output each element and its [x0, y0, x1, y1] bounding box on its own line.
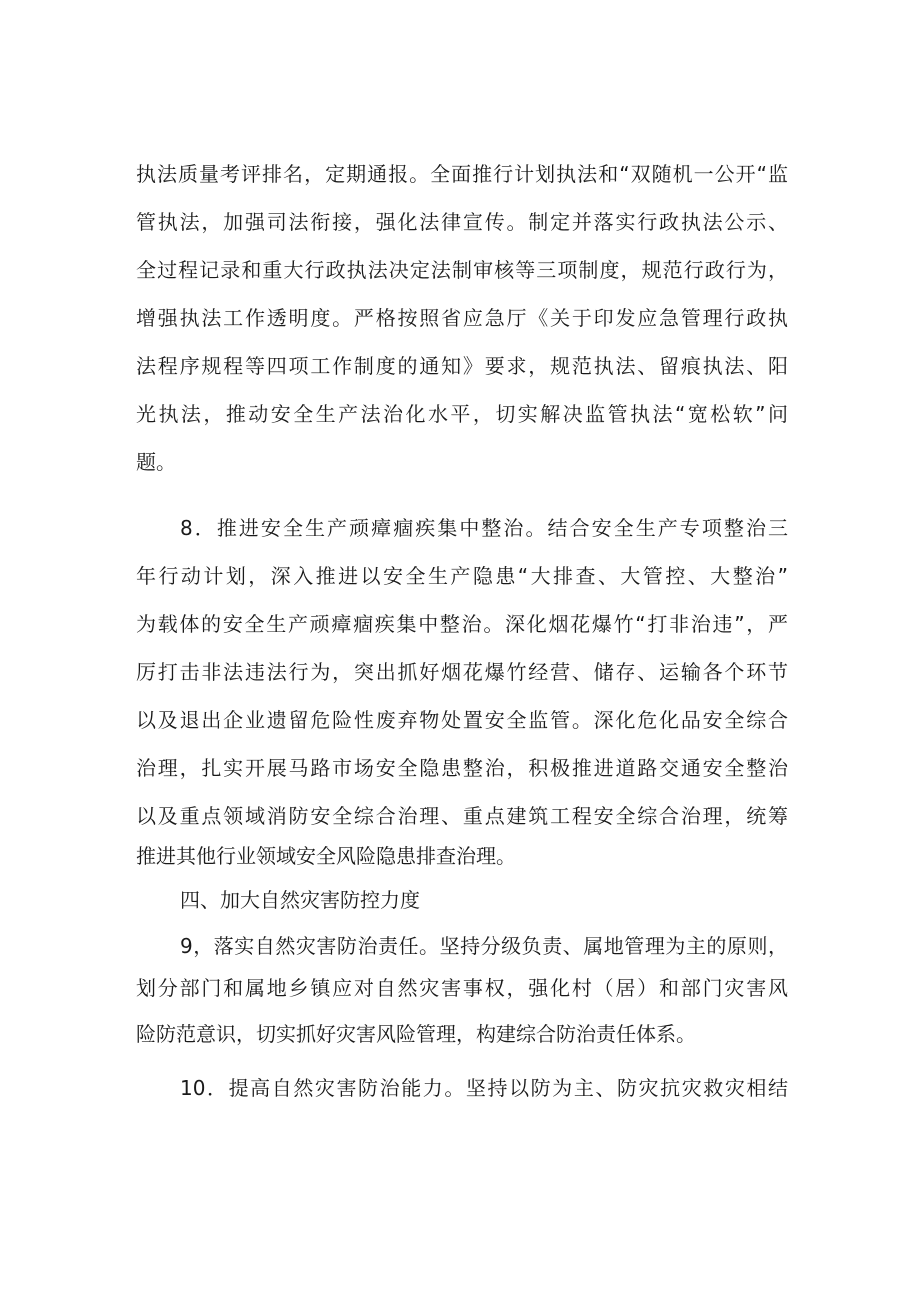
paragraph-2-line-3: 为载体的安全生产顽瘴痼疾集中整治。深化烟花爆竹“打非治违”，严	[136, 612, 788, 636]
paragraph-2-line-6: 治理，扎实开展马路市场安全隐患整治，积极推进道路交通安全整治	[136, 756, 788, 780]
paragraph-1-line-3: 全过程记录和重大行政执法决定法制审核等三项制度，规范行政行为，	[136, 258, 788, 282]
section-heading: 四、加大自然灾害防控力度	[180, 888, 420, 912]
paragraph-3-line-1: 9，落实自然灾害防治责任。坚持分级负责、属地管理为主的原则，	[180, 934, 788, 958]
paragraph-2-line-2: 年行动计划，深入推进以安全生产隐患“大排查、大管控、大整治”	[136, 564, 788, 588]
paragraph-1-line-4: 增强执法工作透明度。严格按照省应急厅《关于印发应急管理行政执	[136, 306, 788, 330]
paragraph-3-line-2: 划分部门和属地乡镇应对自然灾害事权，强化村（居）和部门灾害风	[136, 976, 788, 1000]
paragraph-1-line-6: 光执法，推动安全生产法治化水平，切实解决监管执法“宽松软”问	[136, 402, 788, 426]
paragraph-2-line-4: 厉打击非法违法行为，突出抓好烟花爆竹经营、储存、运输各个环节	[136, 660, 788, 684]
paragraph-1-line-5: 法程序规程等四项工作制度的通知》要求，规范执法、留痕执法、阳	[136, 354, 788, 378]
paragraph-1-line-1: 执法质量考评排名，定期通报。全面推行计划执法和“双随机一公开“监	[136, 162, 788, 186]
paragraph-2-line-8: 推进其他行业领域安全风险隐患排查治理。	[136, 844, 516, 868]
paragraph-2-line-5: 以及退出企业遗留危险性废弃物处置安全监管。深化危化品安全综合	[136, 708, 788, 732]
paragraph-1-line-2: 管执法，加强司法衔接，强化法律宣传。制定并落实行政执法公示、	[136, 210, 788, 234]
paragraph-4-line-1: 10．提高自然灾害防治能力。坚持以防为主、防灾抗灾救灾相结	[180, 1076, 788, 1100]
paragraph-2-line-1: 8．推进安全生产顽瘴痼疾集中整治。结合安全生产专项整治三	[180, 516, 788, 540]
paragraph-2-line-7: 以及重点领域消防安全综合治理、重点建筑工程安全综合治理，统筹	[136, 804, 788, 828]
paragraph-3-line-3: 险防范意识，切实抓好灾害风险管理，构建综合防治责任体系。	[136, 1022, 696, 1046]
paragraph-1-line-7: 题。	[136, 450, 176, 474]
